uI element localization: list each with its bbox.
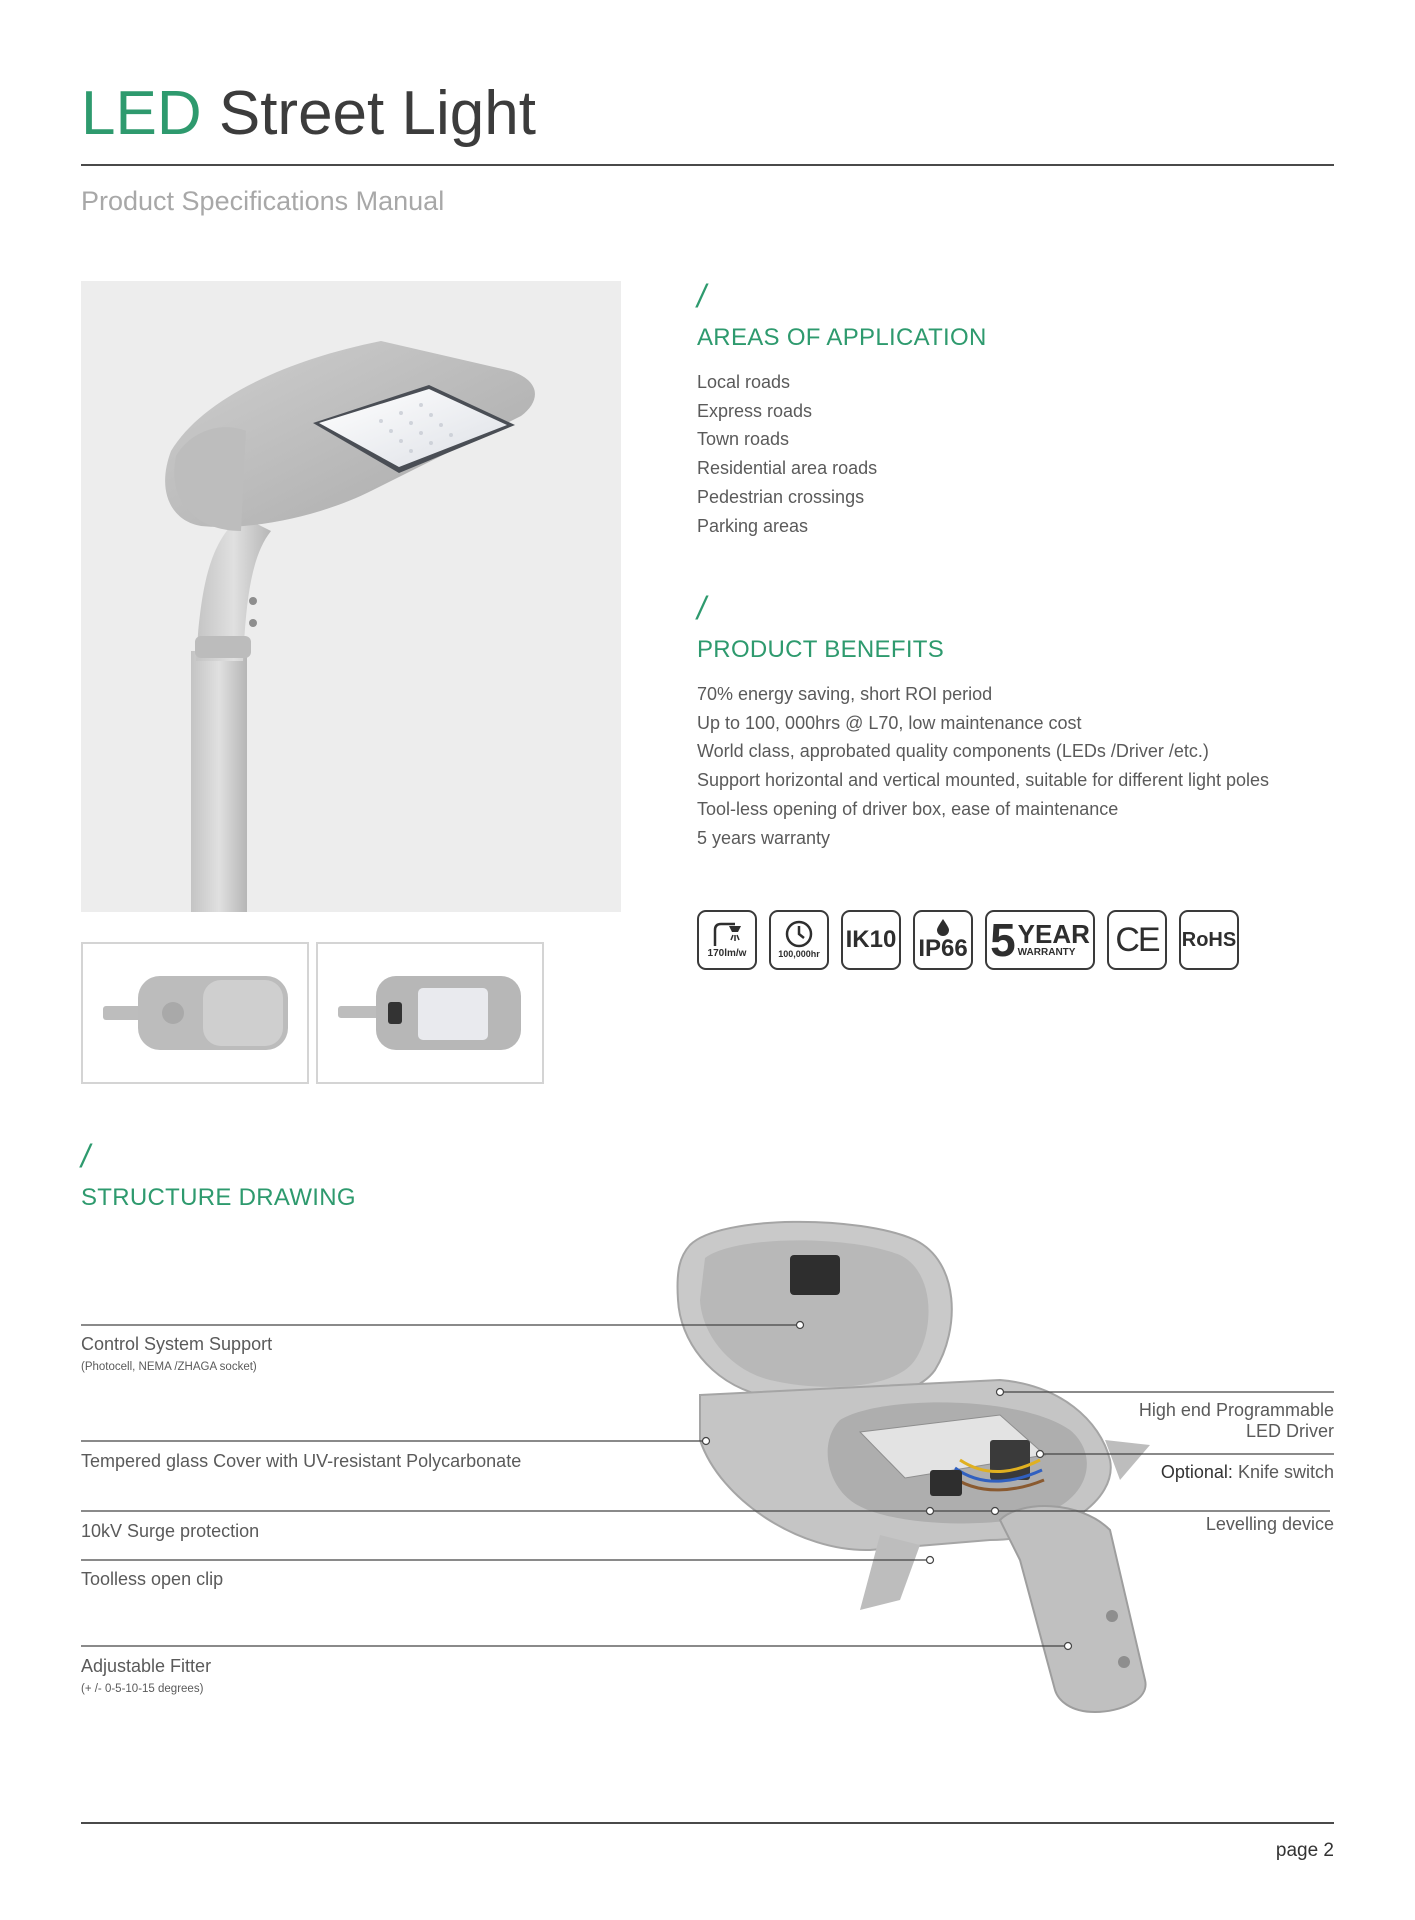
structure-heading: STRUCTURE DRAWING bbox=[81, 1184, 356, 1211]
warranty-year: YEAR bbox=[1017, 919, 1090, 949]
lifetime-badge bbox=[769, 910, 829, 970]
callout-levelling: Levelling device bbox=[1205, 1514, 1334, 1534]
section-slash-icon: / bbox=[81, 1138, 90, 1174]
callout-fitter: Adjustable Fitter bbox=[81, 1656, 212, 1676]
efficacy-badge bbox=[697, 910, 757, 970]
warranty-text bbox=[1018, 921, 1090, 959]
section-slash-icon: / bbox=[697, 590, 706, 626]
benefits-heading: PRODUCT BENEFITS bbox=[697, 636, 945, 663]
page-number: page 2 bbox=[1275, 1840, 1334, 1861]
page-title bbox=[81, 78, 536, 150]
callout-driver-line1: High end Programmable bbox=[1138, 1400, 1334, 1420]
header-rule bbox=[81, 164, 1334, 166]
callout-surge: 10kV Surge protection bbox=[81, 1521, 260, 1541]
luminaire-bottom-view-image bbox=[318, 944, 542, 1082]
lifetime-value: 100,000hr bbox=[778, 949, 820, 959]
list-item: World class, approbated quality components (LEDs /Driver /etc.) bbox=[697, 741, 1209, 762]
water-drop-icon bbox=[936, 918, 950, 936]
callout-driver-line2: LED Driver bbox=[1245, 1421, 1334, 1441]
callout-optional-label: Optional: bbox=[1160, 1462, 1233, 1482]
ce-mark: CE bbox=[1115, 921, 1159, 959]
callout-optional-value: Knife switch bbox=[1237, 1462, 1334, 1482]
callout-glass-cover: Tempered glass Cover with UV-resistant Polycarbonate bbox=[81, 1451, 522, 1471]
title-rest: Street Light bbox=[218, 79, 536, 148]
luminaire-top-view-image bbox=[83, 944, 307, 1082]
page-subtitle: Product Specifications Manual bbox=[81, 186, 445, 216]
list-item: Parking areas bbox=[697, 515, 809, 536]
applications-heading: AREAS OF APPLICATION bbox=[697, 324, 987, 351]
warranty-badge bbox=[985, 910, 1095, 970]
callout-optional bbox=[1161, 1462, 1334, 1483]
callout-control-support: Control System Support bbox=[81, 1334, 273, 1354]
list-item: Support horizontal and vertical mounted, suitable for different light poles bbox=[697, 770, 1270, 791]
section-slash-icon: / bbox=[697, 278, 706, 314]
list-item: Up to 100, 000hrs @ L70, low maintenance cost bbox=[697, 712, 1082, 733]
rohs-badge bbox=[1179, 910, 1239, 970]
list-item: 70% energy saving, short ROI period bbox=[697, 684, 993, 704]
callout-control-support-sub: (Photocell, NEMA /ZHAGA socket) bbox=[81, 1361, 257, 1373]
ik-rating-badge bbox=[841, 910, 901, 970]
footer-rule bbox=[81, 1822, 1334, 1824]
rohs-mark: RoHS bbox=[1181, 929, 1237, 951]
callout-clip: Toolless open clip bbox=[81, 1569, 224, 1589]
list-item: Local roads bbox=[697, 372, 791, 392]
warranty-number: 5 bbox=[990, 914, 1016, 966]
clock-icon bbox=[784, 920, 814, 948]
ip-rating-badge bbox=[913, 910, 973, 970]
product-hero-image bbox=[81, 281, 621, 912]
list-item: Tool-less opening of driver box, ease of maintenance bbox=[697, 798, 1119, 819]
ik-value: IK10 bbox=[845, 926, 897, 953]
list-item: Residential area roads bbox=[697, 458, 878, 479]
list-item: Town roads bbox=[697, 429, 790, 450]
list-item: Express roads bbox=[697, 400, 813, 421]
title-accent: LED bbox=[81, 79, 202, 148]
street-light-illustration bbox=[81, 281, 621, 912]
lamp-icon bbox=[711, 920, 743, 948]
list-item: 5 years warranty bbox=[697, 827, 831, 848]
benefits-list bbox=[697, 680, 1269, 852]
certification-badges bbox=[697, 910, 1239, 970]
ce-badge bbox=[1107, 910, 1167, 970]
warranty-word: WARRANTY bbox=[1017, 947, 1076, 958]
thumbnail-top-view bbox=[81, 942, 309, 1084]
callout-fitter-sub: (+ /- 0-5-10-15 degrees) bbox=[81, 1683, 204, 1695]
thumbnail-bottom-view bbox=[316, 942, 544, 1084]
applications-list bbox=[697, 368, 877, 540]
efficacy-value: 170lm/w bbox=[707, 948, 747, 959]
list-item: Pedestrian crossings bbox=[697, 486, 865, 507]
ip-value: IP66 bbox=[918, 935, 968, 962]
